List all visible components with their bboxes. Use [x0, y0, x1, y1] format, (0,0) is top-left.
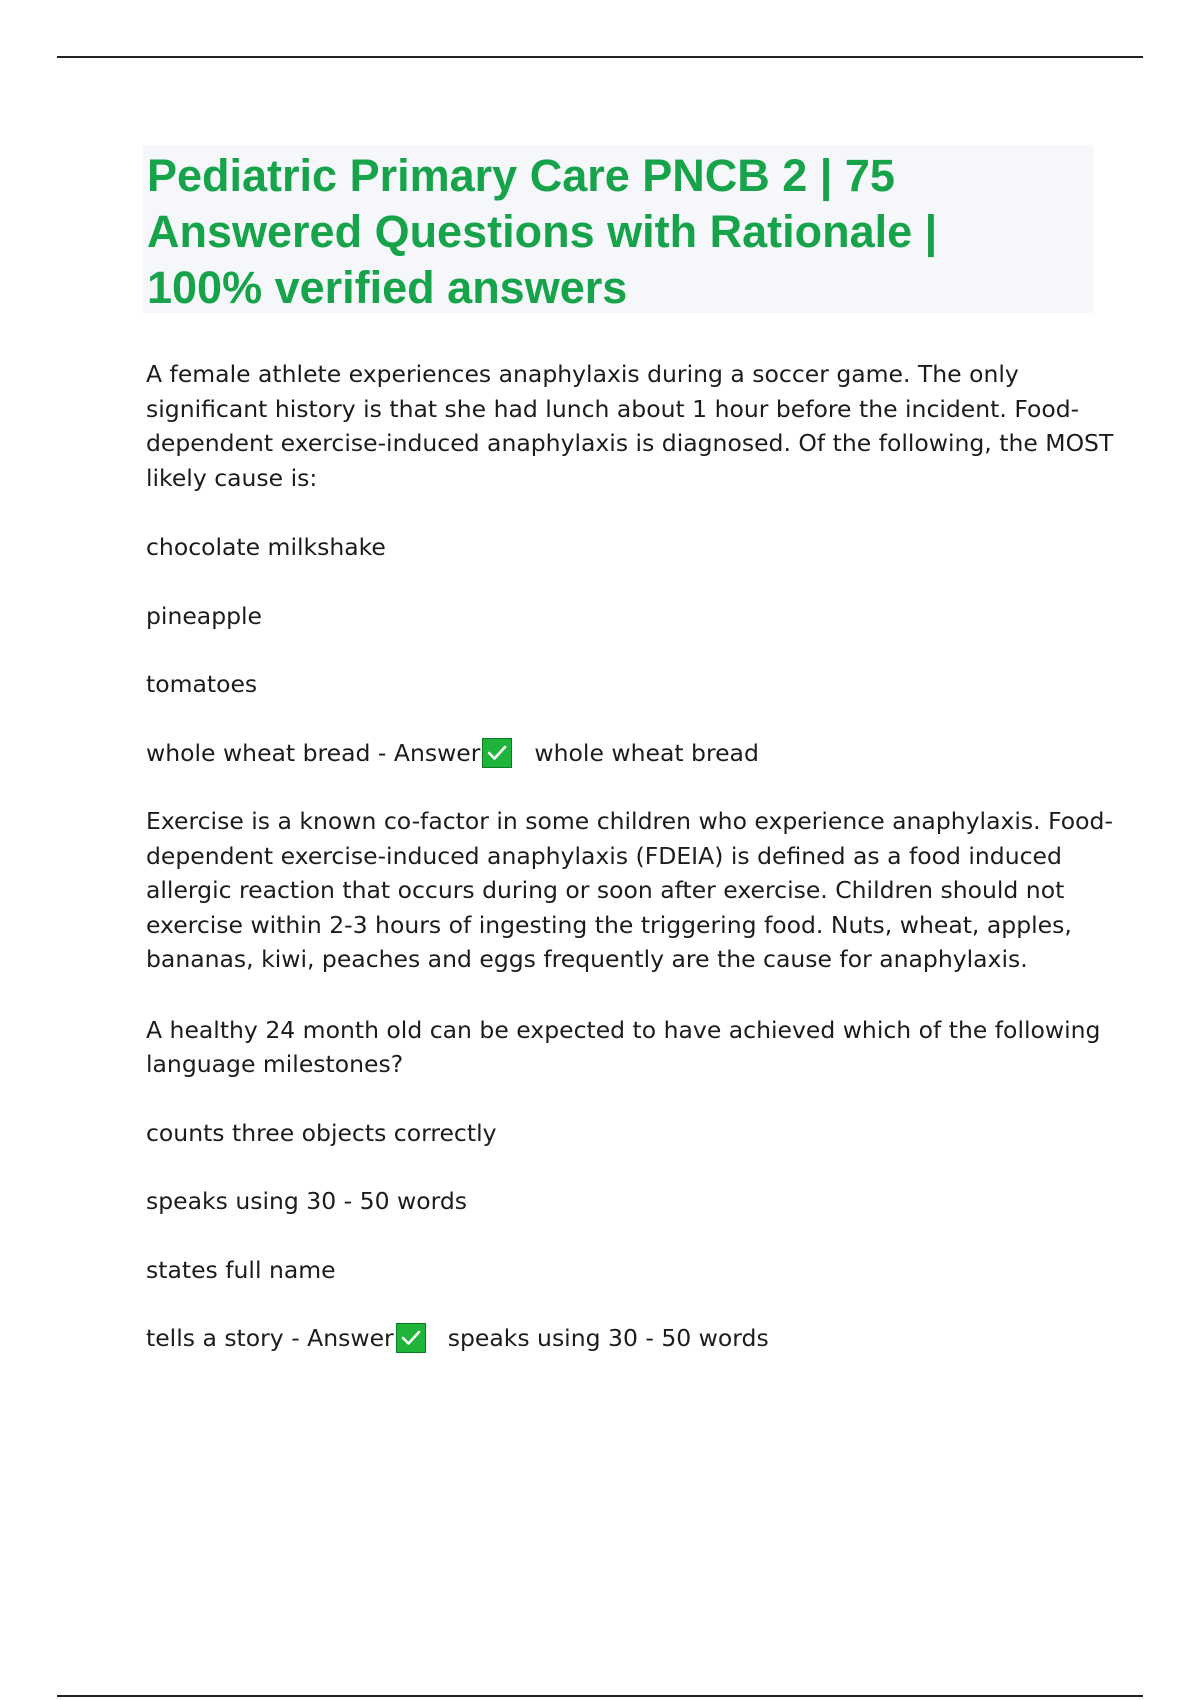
option-1b: pineapple	[146, 601, 263, 630]
question-line: A healthy 24 month old can be expected to have achieved which of the following	[146, 1015, 1101, 1044]
option-2a: counts three objects correctly	[146, 1118, 497, 1147]
question-line: language milestones?	[146, 1050, 404, 1078]
option-2c: states full name	[146, 1255, 336, 1284]
rationale-line: dependent exercise-induced anaphylaxis (FDEIA) is defined as a food induced	[146, 841, 1062, 870]
bottom-rule	[57, 1695, 1143, 1697]
answer-1: whole wheat bread	[534, 738, 759, 767]
question-line: likely cause is:	[146, 463, 318, 492]
question-line: A female athlete experiences anaphylaxis during a soccer game. The only	[146, 360, 1019, 388]
rationale-line: Exercise is a known co-factor in some children who experience anaphylaxis. Food-	[146, 807, 1113, 835]
top-rule	[57, 56, 1143, 58]
rationale-1	[146, 804, 1113, 977]
document-title	[147, 148, 1067, 316]
rationale-line: allergic reaction that occurs during or soon after exercise. Children should not	[146, 876, 1065, 904]
rationale-line: bananas, kiwi, peaches and eggs frequently are the cause for anaphylaxis.	[146, 945, 1028, 973]
document-body	[146, 357, 1114, 1356]
answer-2: speaks using 30 - 50 words	[447, 1324, 769, 1352]
question-line: dependent exercise-induced anaphylaxis is diagnosed. Of the following, the MOST	[146, 429, 1114, 457]
option-2d-answer	[146, 1321, 1106, 1356]
question-2-text	[146, 1013, 1106, 1082]
check-mark-icon	[482, 738, 512, 768]
question-1-text	[146, 357, 1114, 495]
option-1c: tomatoes	[146, 670, 258, 698]
title-line: Pediatric Primary Care PNCB 2 | 75	[147, 150, 895, 201]
option-1d-answer	[146, 736, 1106, 771]
option-1a: chocolate milkshake	[146, 533, 386, 561]
title-line: Answered Questions with Rationale |	[147, 206, 938, 257]
option-2b: speaks using 30 - 50 words	[146, 1187, 467, 1215]
title-line: 100% verified answers	[147, 262, 628, 313]
rationale-line: exercise within 2-3 hours of ingesting the triggering food. Nuts, wheat, apples,	[146, 910, 1072, 939]
option-2d: tells a story - Answer	[146, 1324, 394, 1352]
question-line: significant history is that she had lunch about 1 hour before the incident. Food-	[146, 394, 1080, 423]
option-1d: whole wheat bread - Answer	[146, 738, 481, 767]
check-mark-icon	[396, 1323, 426, 1353]
